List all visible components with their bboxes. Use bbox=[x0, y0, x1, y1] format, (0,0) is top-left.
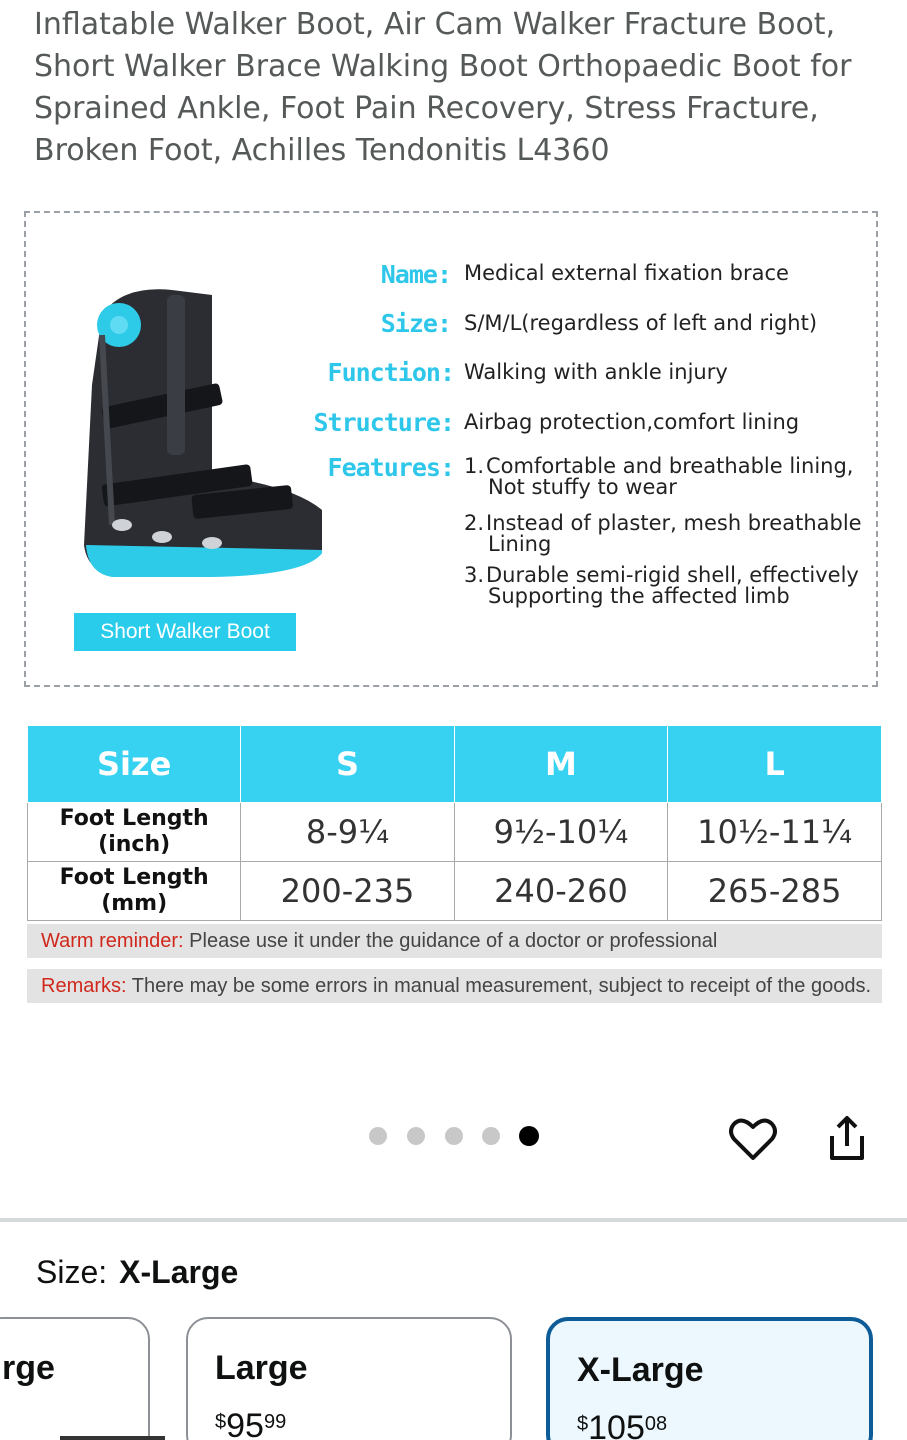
table-row bbox=[28, 862, 882, 921]
size-selection-label: Size: X-Large bbox=[36, 1254, 239, 1290]
size-option-button[interactable]: Large $9599 bbox=[186, 1317, 512, 1440]
scroll-indicator bbox=[60, 1436, 165, 1440]
carousel-dot[interactable] bbox=[445, 1127, 463, 1145]
carousel-dot-active[interactable] bbox=[519, 1126, 539, 1146]
table-header-cell: S bbox=[241, 726, 454, 803]
spec-label: Features: bbox=[327, 453, 454, 482]
warm-reminder: Warm reminder: Please use it under the guidance of a doctor or professional bbox=[27, 924, 882, 958]
size-option-button[interactable]: rge bbox=[0, 1317, 150, 1440]
spec-value: Airbag protection,comfort lining bbox=[464, 410, 800, 434]
carousel-dot[interactable] bbox=[369, 1127, 387, 1145]
size-option-button-selected[interactable]: X-Large $10508 bbox=[546, 1317, 873, 1440]
spec-label: Size: bbox=[380, 309, 451, 338]
boot-type-badge: Short Walker Boot bbox=[74, 613, 296, 651]
size-chart-table bbox=[27, 725, 882, 921]
table-row bbox=[28, 803, 882, 862]
spec-label: Name: bbox=[380, 260, 451, 289]
table-cell: 9½-10¼ bbox=[454, 803, 668, 862]
price: $10508 bbox=[577, 1409, 668, 1440]
feature-item: 1.Comfortable and breathable lining, Not stuffy to wear bbox=[464, 454, 854, 499]
spec-value: S/M/L(regardless of left and right) bbox=[464, 311, 818, 335]
table-cell: 240-260 bbox=[454, 862, 668, 921]
heart-icon[interactable] bbox=[726, 1112, 780, 1166]
spec-label: Function: bbox=[327, 358, 454, 387]
row-label: Foot Length (inch) bbox=[28, 803, 241, 862]
table-header-cell: Size bbox=[28, 726, 241, 803]
remarks-note: Remarks: There may be some errors in manual measurement, subject to receipt of the goods. bbox=[27, 969, 882, 1003]
table-cell: 10½-11¼ bbox=[668, 803, 882, 862]
table-cell: 265-285 bbox=[668, 862, 882, 921]
table-cell: 8-9¼ bbox=[241, 803, 454, 862]
row-label: Foot Length (mm) bbox=[28, 862, 241, 921]
carousel-dot[interactable] bbox=[407, 1127, 425, 1145]
section-divider bbox=[0, 1218, 907, 1222]
feature-item: 2.Instead of plaster, mesh breathable Lining bbox=[464, 511, 862, 556]
spec-value: Medical external fixation brace bbox=[464, 261, 789, 285]
table-header-row bbox=[28, 726, 882, 803]
product-title: Inflatable Walker Boot, Air Cam Walker Fracture Boot, Short Walker Brace Walking Boot Orthopaedic Boot for Sprained Ankle, Foot Pain Recovery, Stress Fracture, Broken Foot, Achilles Tendonitis L4360 bbox=[34, 7, 852, 168]
carousel-dot[interactable] bbox=[482, 1127, 500, 1145]
spec-value: Walking with ankle injury bbox=[464, 360, 728, 384]
table-cell: 200-235 bbox=[241, 862, 454, 921]
table-header-cell: M bbox=[454, 726, 668, 803]
table-header-cell: L bbox=[668, 726, 882, 803]
spec-label: Structure: bbox=[313, 408, 454, 437]
feature-item: 3.Durable semi-rigid shell, effectively Supporting the affected limb bbox=[464, 563, 859, 608]
product-info-card bbox=[24, 211, 878, 687]
price: $9599 bbox=[215, 1407, 287, 1440]
share-icon[interactable] bbox=[820, 1112, 874, 1166]
